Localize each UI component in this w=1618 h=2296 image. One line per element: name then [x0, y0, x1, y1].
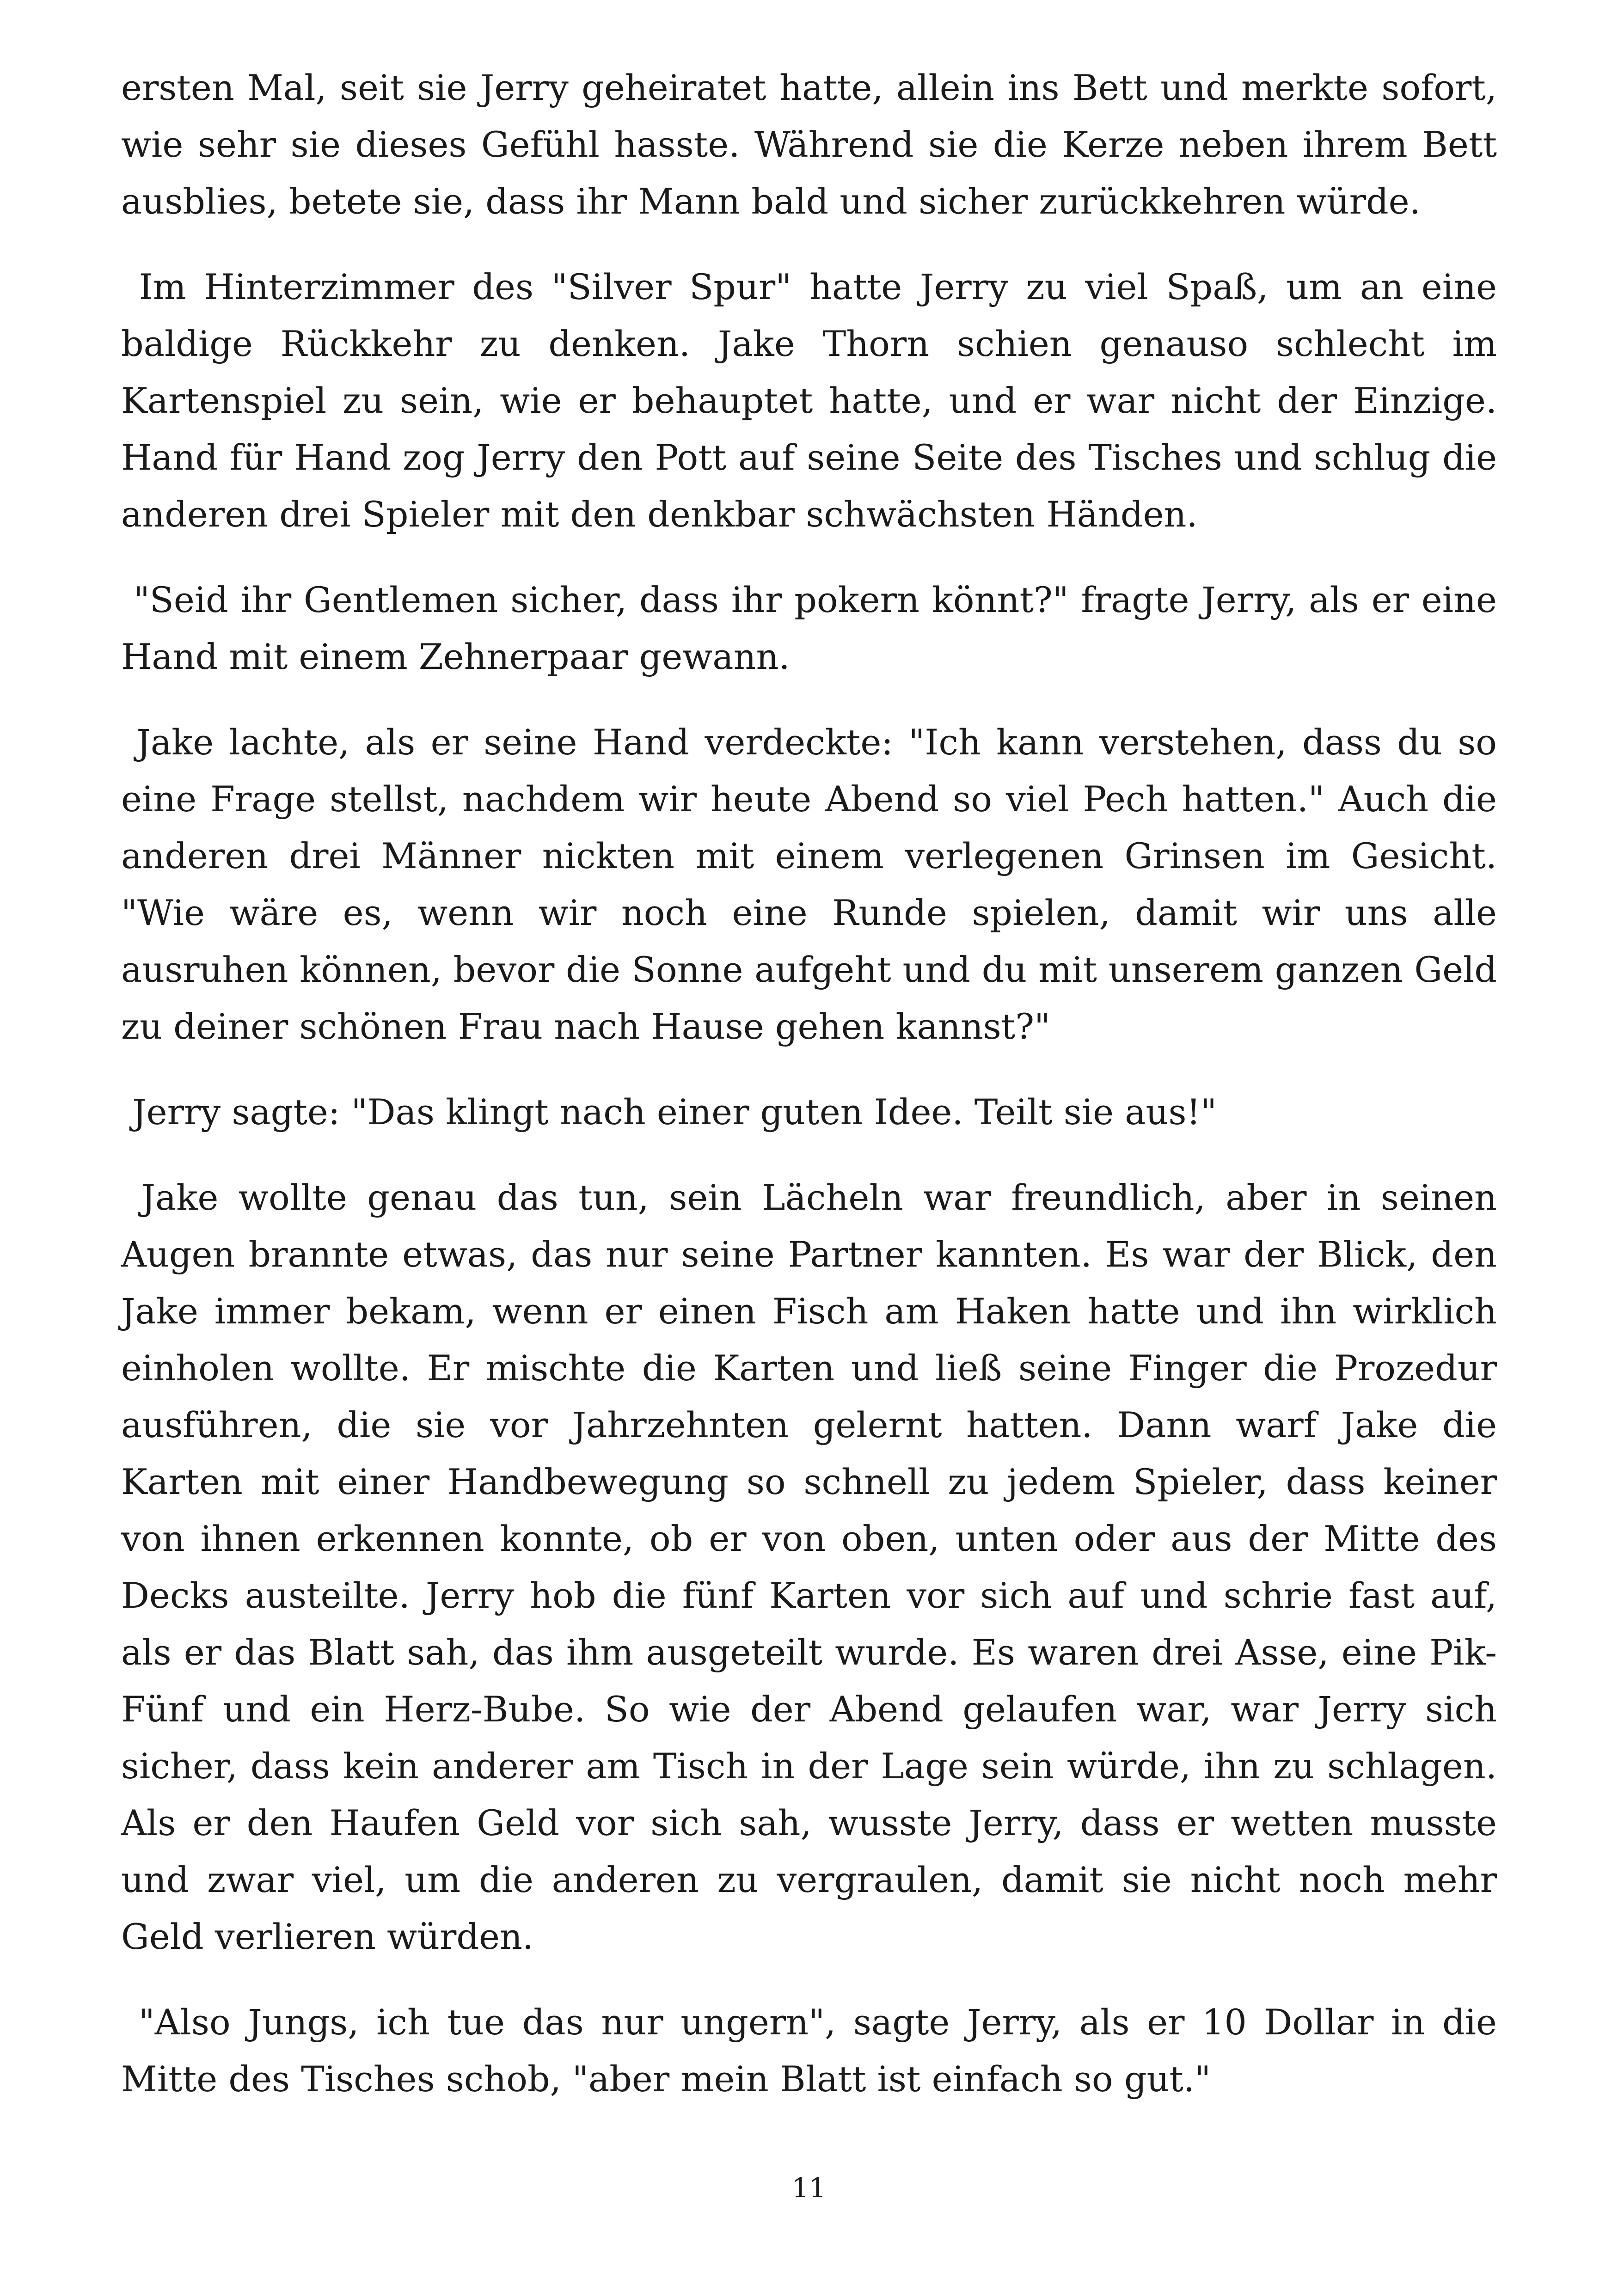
paragraph: Jake wollte genau das tun, sein Lächeln war freundlich, aber in seinen Augen brannte etwas, das nur seine Partner kannten. Es war der Blick, den Jake immer bekam, wenn er einen Fisch am Haken hatte und ihn wirklich einholen wollte. Er mischte die Karten und ließ seine Finger die Prozedur ausführen, die sie vor Jahrzehnten gelernt hatten. Dann warf Jake die Karten mit einer Handbewegung so schnell zu jedem Spieler, dass keiner von ihnen erkennen konnte, ob er von oben, unten oder aus der Mitte des Decks austeilte. Jerry hob die fünf Karten vor sich auf und schrie fast auf, als er das Blatt sah, das ihm ausgeteilt wurde. Es waren drei Asse, eine Pik-Fünf und ein Herz-Bube. So wie der Abend gelaufen war, war Jerry sich sicher, dass kein anderer am Tisch in der Lage sein würde, ihn zu schlagen. Als er den Haufen Geld vor sich sah, wusste Jerry, dass er wetten musste und zwar viel, um die anderen zu vergraulen, damit sie nicht noch mehr Geld verlieren würden.: [121, 1177, 1508, 1957]
paragraph: Jerry sagte: "Das klingt nach einer guten Idee. Teilt sie aus!": [121, 1091, 1217, 1133]
page-number: 11: [792, 2172, 826, 2204]
paragraph: Jake lachte, als er seine Hand verdeckte: "Ich kann verstehen, dass du so eine Frage stellst, nachdem wir heute Abend so viel Pech hatten." Auch die anderen drei Männer nickten mit einem verlegenen Grinsen im Gesicht. "Wie wäre es, wenn wir noch eine Runde spielen, damit wir uns alle ausruhen können, bevor die Sonne aufgeht und du mit unserem ganzen Geld zu deiner schönen Frau nach Hause gehen kannst?": [121, 722, 1508, 1047]
paragraph: "Seid ihr Gentlemen sicher, dass ihr pokern könnt?" fragte Jerry, als er eine Hand mit einem Zehnerpaar gewann.: [121, 579, 1508, 677]
paragraph: "Also Jungs, ich tue das nur ungern", sagte Jerry, als er 10 Dollar in die Mitte des Tisches schob, "aber mein Blatt ist einfach so gut.": [121, 2002, 1508, 2100]
body-text: [121, 59, 1508, 2136]
paragraph: Im Hinterzimmer des "Silver Spur" hatte Jerry zu viel Spaß, um an eine baldige Rückkehr zu denken. Jake Thorn schien genauso schlecht im Kartenspiel zu sein, wie er behauptet hatte, und er war nicht der Einzige. Hand für Hand zog Jerry den Pott auf seine Seite des Tisches und schlug die anderen drei Spieler mit den denkbar schwächsten Händen.: [121, 266, 1508, 535]
paragraph: ersten Mal, seit sie Jerry geheiratet hatte, allein ins Bett und merkte sofort, wie sehr sie dieses Gefühl hasste. Während sie die Kerze neben ihrem Bett ausblies, betete sie, dass ihr Mann bald und sicher zurückkehren würde.: [121, 67, 1508, 222]
